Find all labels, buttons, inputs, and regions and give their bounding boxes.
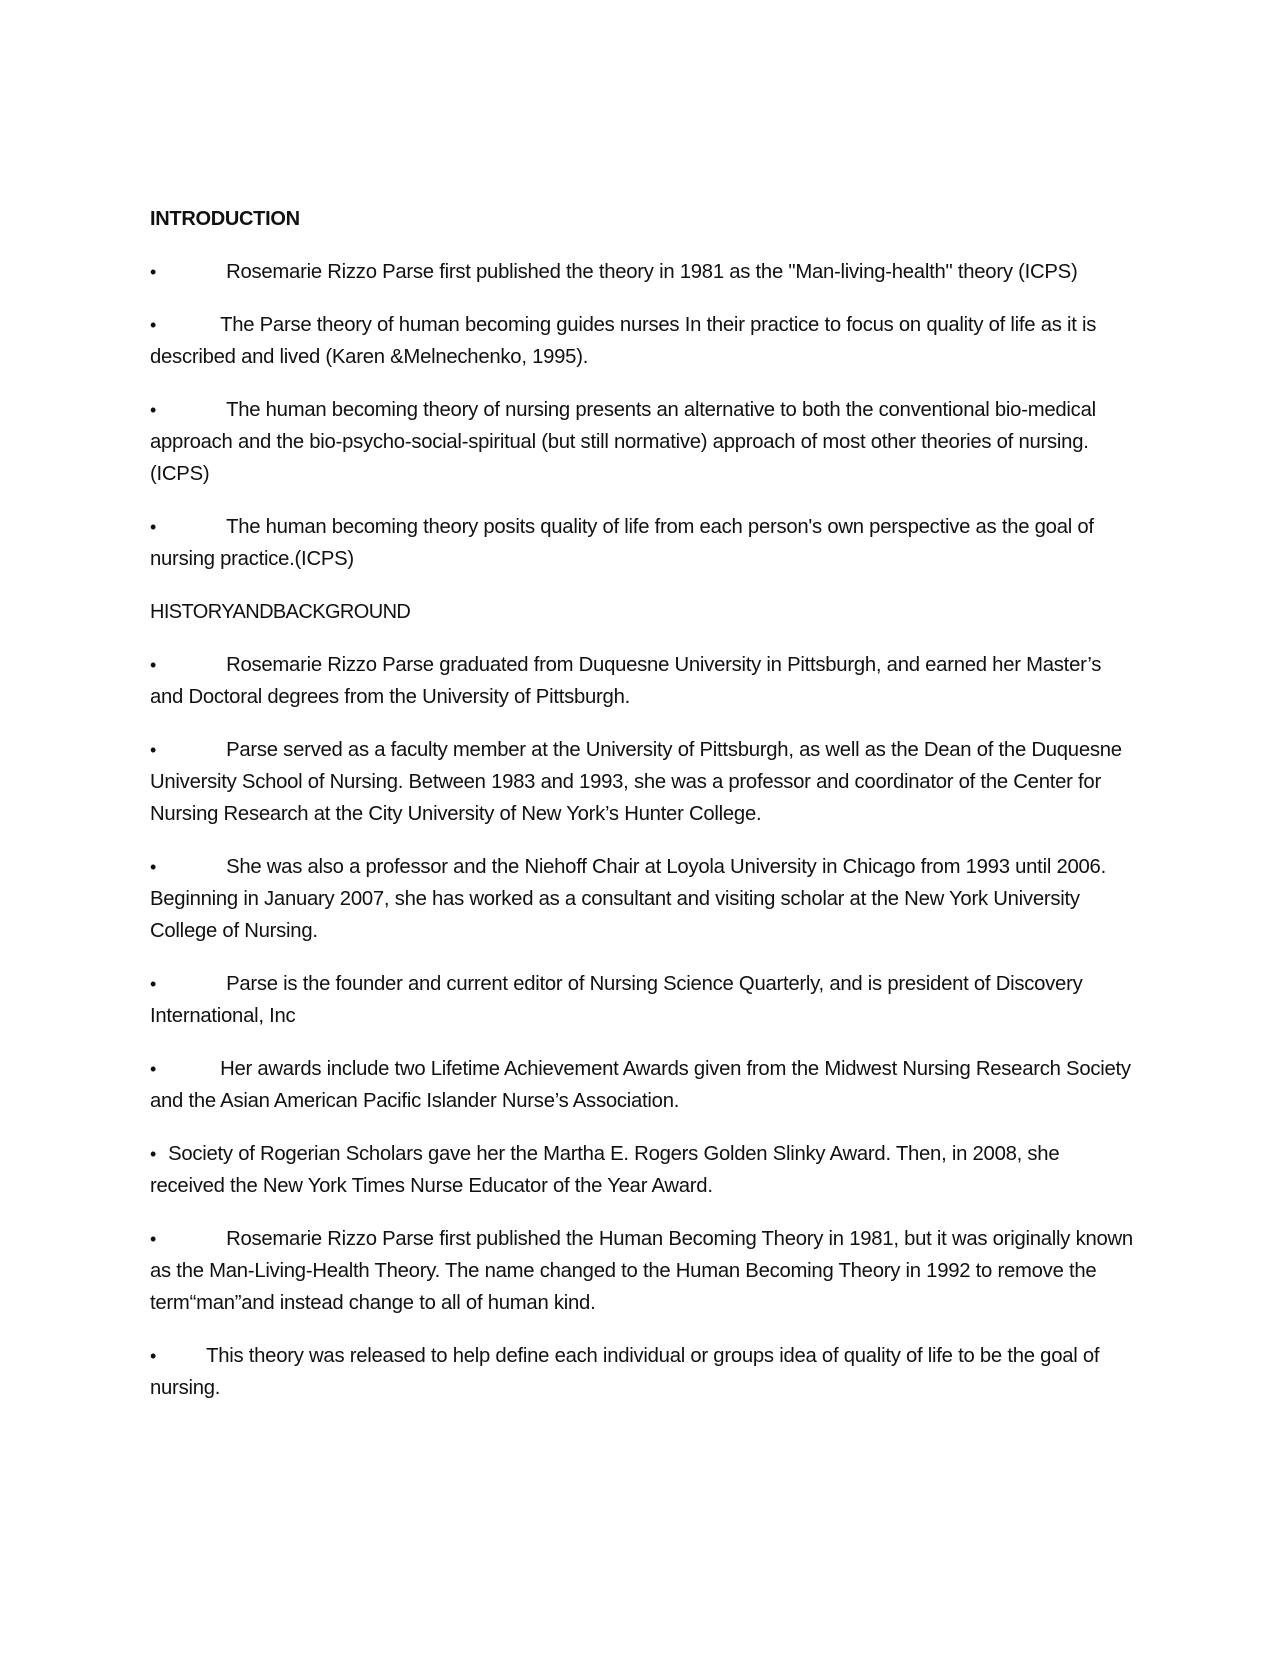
bullet-icon: • (150, 517, 157, 537)
history-bullet-8 (150, 1340, 1135, 1404)
bullet-icon: • (150, 262, 157, 282)
history-bullet-3 (150, 851, 1135, 947)
history-bullet-text: Rosemarie Rizzo Parse first published the Human Becoming Theory in 1981, but it was originally known as the Man-Living-Health Theory. The name changed to the Human Becoming Theory in 1992 to remove the term“man”and instead change to all of human kind. (150, 1228, 1133, 1314)
history-bullet-2 (150, 734, 1135, 830)
intro-bullet-text: The human becoming theory of nursing presents an alternative to both the conventional bio-medical approach and the bio-psycho-social-spiritual (but still normative) approach of most other theories of nursing. (ICPS) (150, 399, 1096, 485)
bullet-icon: • (150, 974, 157, 994)
history-bullet-text: She was also a professor and the Niehoff Chair at Loyola University in Chicago from 1993 until 2006. Beginning in January 2007, she has worked as a consultant and visiting scholar at the New York University College of Nursing. (150, 856, 1106, 942)
intro-bullet-3 (150, 394, 1135, 490)
bullet-icon: • (150, 1346, 157, 1366)
bullet-icon: • (150, 1144, 157, 1164)
bullet-icon: • (150, 400, 157, 420)
introduction-heading: INTRODUCTION (150, 208, 300, 230)
intro-bullet-4 (150, 511, 1135, 575)
history-bullet-text: Rosemarie Rizzo Parse graduated from Duquesne University in Pittsburgh, and earned her Master’s and Doctoral degrees from the University of Pittsburgh. (150, 654, 1102, 708)
history-bullet-text: Society of Rogerian Scholars gave her the Martha E. Rogers Golden Slinky Award. Then, in 2008, she received the New York Times Nurse Educator of the Year Award. (150, 1143, 1060, 1197)
history-bullet-5 (150, 1053, 1135, 1117)
history-heading: HISTORYANDBACKGROUND (150, 601, 411, 623)
bullet-icon: • (150, 740, 157, 760)
intro-bullet-text: The Parse theory of human becoming guides nurses In their practice to focus on quality of life as it is described and lived (Karen &Melnechenko, 1995). (150, 314, 1097, 368)
bullet-icon: • (150, 857, 157, 877)
bullet-icon: • (150, 1229, 157, 1249)
history-bullet-6 (150, 1138, 1135, 1202)
history-bullet-7 (150, 1223, 1135, 1319)
bullet-icon: • (150, 1059, 157, 1079)
bullet-icon: • (150, 655, 157, 675)
intro-bullet-text: The human becoming theory posits quality of life from each person's own perspective as the goal of nursing practice.(ICPS) (150, 516, 1094, 570)
history-bullet-text: Her awards include two Lifetime Achievement Awards given from the Midwest Nursing Research Society and the Asian American Pacific Islander Nurse’s Association. (150, 1058, 1131, 1112)
history-bullet-text: Parse is the founder and current editor of Nursing Science Quarterly, and is president of Discovery International, Inc (150, 973, 1083, 1027)
document-page (150, 203, 1135, 1425)
history-bullet-text: Parse served as a faculty member at the University of Pittsburgh, as well as the Dean of the Duquesne University School of Nursing. Between 1983 and 1993, she was a professor and coordinator of the Center for Nursing Research at the City University of New York’s Hunter College. (150, 739, 1122, 825)
intro-bullet-1 (150, 256, 1135, 288)
intro-bullet-2 (150, 309, 1135, 373)
intro-bullet-text: Rosemarie Rizzo Parse first published the theory in 1981 as the "Man-living-health" theory (ICPS) (226, 261, 1078, 283)
history-bullet-text: This theory was released to help define each individual or groups idea of quality of life to be the goal of nursing. (150, 1345, 1100, 1399)
history-bullet-1 (150, 649, 1135, 713)
history-bullet-4 (150, 968, 1135, 1032)
bullet-icon: • (150, 315, 157, 335)
